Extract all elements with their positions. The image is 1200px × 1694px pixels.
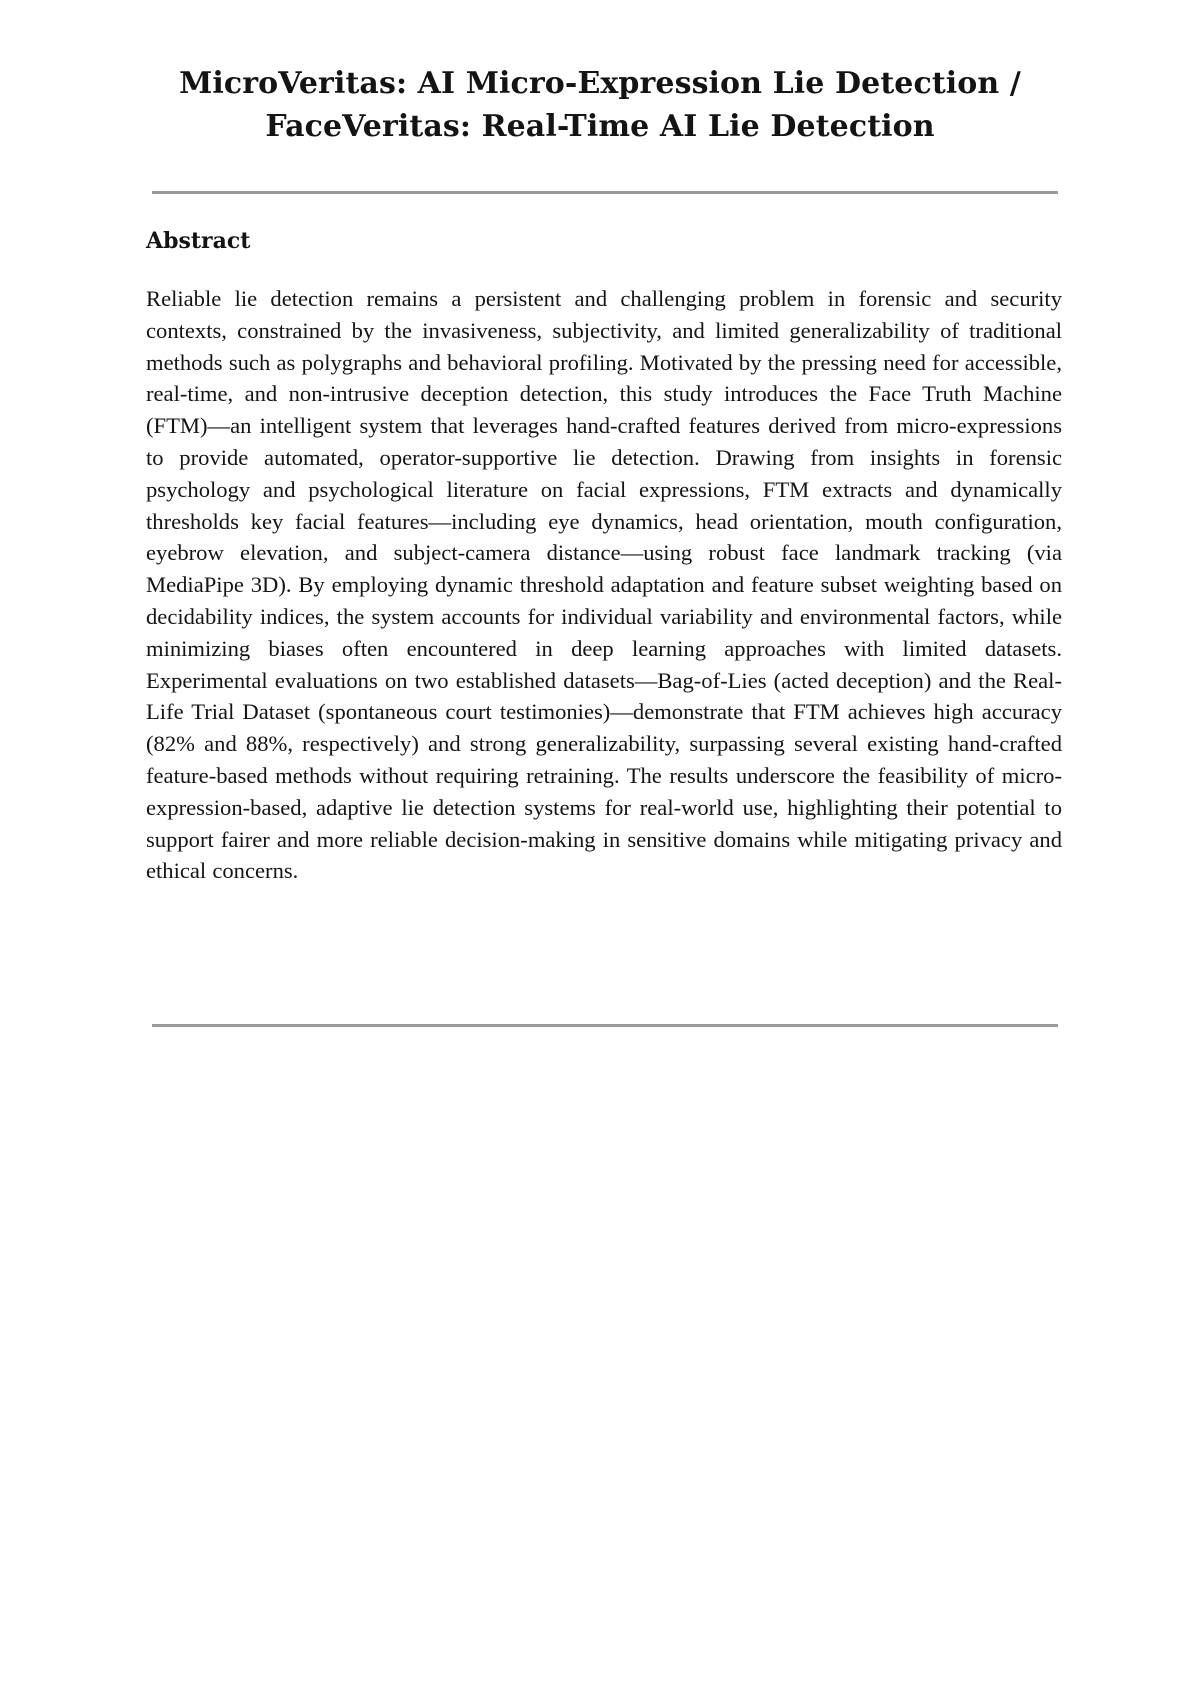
paper-title	[140, 62, 1060, 148]
abstract-heading: Abstract	[146, 228, 251, 254]
paper-title-line-2: FaceVeritas: Real-Time AI Lie Detection	[265, 109, 935, 144]
top-divider	[152, 191, 1058, 194]
bottom-divider	[152, 1024, 1058, 1027]
paper-title-line-1: MicroVeritas: AI Micro-Expression Lie Detection /	[179, 66, 1021, 101]
abstract-paragraph: Reliable lie detection remains a persistent and challenging problem in forensic and security contexts, constrained by the invasiveness, subjectivity, and limited generalizability of traditional methods such as polygraphs and behavioral profiling. Motivated by the pressing need for accessible, real-time, and non-intrusive deception detection, this study introduces the Face Truth Machine (FTM)—an intelligent system that leverages hand-crafted features derived from micro-expressions to provide automated, operator-supportive lie detection. Drawing from insights in forensic psychology and psychological literature on facial expressions, FTM extracts and dynamically thresholds key facial features—including eye dynamics, head orientation, mouth configuration, eyebrow elevation, and subject-camera distance—using robust face landmark tracking (via MediaPipe 3D). By employing dynamic threshold adaptation and feature subset weighting based on decidability indices, the system accounts for individual variability and environmental factors, while minimizing biases often encountered in deep learning approaches with limited datasets. Experimental evaluations on two established datasets—Bag-of-Lies (acted deception) and the Real-Life Trial Dataset (spontaneous court testimonies)—demonstrate that FTM achieves high accuracy (82% and 88%, respectively) and strong generalizability, surpassing several existing hand-crafted feature-based methods without requiring retraining. The results underscore the feasibility of micro-expression-based, adaptive lie detection systems for real-world use, highlighting their potential to support fairer and more reliable decision-making in sensitive domains while mitigating privacy and ethical concerns.	[146, 286, 1062, 884]
